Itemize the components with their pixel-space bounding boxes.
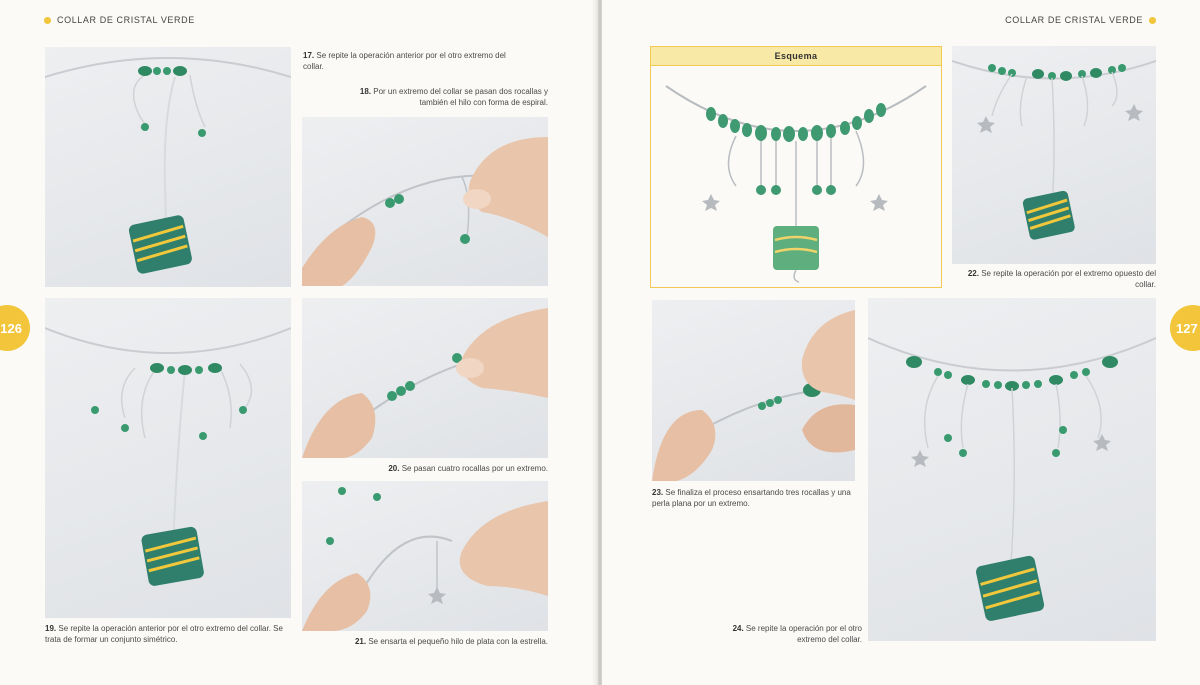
caption-step-20	[340, 463, 548, 474]
caption-21-number: 21.	[354, 637, 367, 646]
caption-step-18	[348, 86, 548, 108]
caption-19-text: Se repite la operación anterior por el otro extremo del collar. Se trata de formar un conjunto simétrico.	[45, 624, 283, 644]
caption-22-number: 22.	[967, 269, 979, 278]
photo-step-18-hands	[302, 117, 548, 286]
photo-step-19-necklace	[45, 298, 291, 618]
caption-step-22	[952, 268, 1156, 290]
caption-23-number: 23.	[652, 488, 664, 497]
photo-step-23-hands	[652, 300, 855, 481]
caption-20-text: Se pasan cuatro rocallas por un extremo.	[401, 464, 548, 473]
photo-step-20-hands	[302, 298, 548, 458]
photo-step-22-necklace	[952, 46, 1156, 264]
caption-step-24	[712, 623, 862, 645]
page-number-left-text: 126	[0, 320, 22, 336]
left-page	[0, 0, 598, 685]
header-dot-icon	[1149, 17, 1156, 24]
caption-21-text: Se ensarta el pequeño hilo de plata con la estrella.	[368, 637, 548, 646]
caption-23-text: Se finaliza el proceso ensartando tres rocallas y una perla plana por un extremo.	[652, 488, 851, 508]
caption-18-number: 18.	[359, 87, 371, 96]
caption-step-19	[45, 623, 285, 645]
schema-title: Esquema	[651, 47, 941, 66]
right-running-header	[1005, 15, 1156, 25]
photo-step-17-necklace	[45, 47, 291, 287]
left-running-header	[44, 15, 195, 25]
caption-20-number: 20.	[388, 464, 400, 473]
left-header-text: COLLAR DE CRISTAL VERDE	[57, 15, 195, 25]
right-header-text: COLLAR DE CRISTAL VERDE	[1005, 15, 1143, 25]
schema-diagram-box	[650, 46, 942, 288]
photo-step-21-hands	[302, 481, 548, 631]
caption-24-text: Se repite la operación por el otro extremo del collar.	[745, 624, 862, 644]
caption-step-23	[652, 487, 852, 509]
photo-step-24-necklace	[868, 298, 1156, 641]
caption-17-number: 17.	[303, 51, 315, 60]
header-dot-icon	[44, 17, 51, 24]
caption-24-number: 24.	[732, 624, 744, 633]
caption-19-number: 19.	[45, 624, 57, 633]
caption-step-17	[303, 50, 513, 72]
caption-18-text: Por un extremo del collar se pasan dos rocallas y también el hilo con forma de espiral.	[373, 87, 548, 107]
page-number-right-text: 127	[1176, 320, 1198, 336]
right-page	[602, 0, 1200, 685]
caption-step-21	[302, 636, 548, 647]
caption-22-text: Se repite la operación por el extremo opuesto del collar.	[981, 269, 1156, 289]
schema-necklace-illustration	[651, 66, 941, 286]
page-number-126	[0, 305, 30, 351]
page-number-127	[1170, 305, 1200, 351]
caption-17-text: Se repite la operación anterior por el otro extremo del collar.	[303, 51, 506, 71]
